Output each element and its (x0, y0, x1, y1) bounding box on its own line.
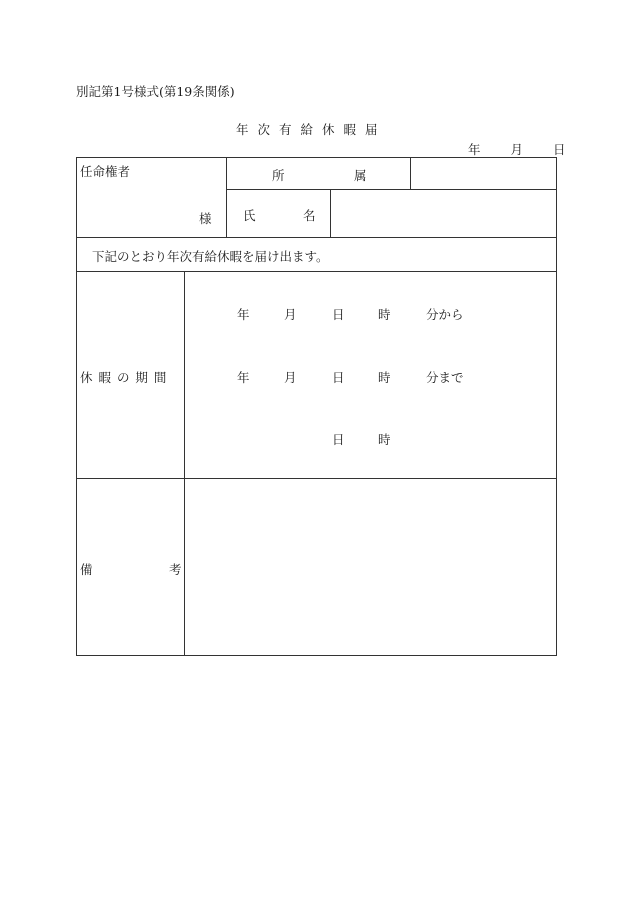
submission-date (468, 140, 565, 158)
name-label-part2: 名 (303, 208, 316, 223)
period-label: 休 暇 の 期 間 (80, 370, 168, 385)
total-hour-label: 時 (378, 432, 391, 447)
to-day-label: 日 (332, 370, 345, 385)
from-hour-label: 時 (378, 307, 391, 322)
table-border-left (76, 157, 77, 656)
recipient-honorific: 様 (199, 211, 212, 226)
divider-statement-top (76, 237, 557, 238)
name-field[interactable] (331, 190, 556, 237)
remarks-label-part2: 考 (169, 562, 182, 577)
table-border-bottom (76, 655, 557, 656)
to-hour-label: 時 (378, 370, 391, 385)
date-day-label: 日 (552, 142, 566, 157)
affiliation-label-part1: 所 (272, 168, 285, 183)
to-year-label: 年 (237, 370, 250, 385)
date-year-label: 年 (468, 142, 481, 157)
date-month-label: 月 (510, 142, 523, 157)
from-month-label: 月 (284, 307, 297, 322)
remarks-field[interactable] (185, 479, 556, 655)
recipient-label: 任命権者 (80, 164, 131, 179)
affiliation-label-part2: 属 (354, 168, 367, 183)
form-reference: 別記第1号様式(第19条関係) (76, 84, 235, 99)
divider-recipient (226, 157, 227, 237)
from-year-label: 年 (237, 307, 250, 322)
total-day-label: 日 (332, 432, 345, 447)
name-label-part1: 氏 (243, 208, 256, 223)
from-day-label: 日 (332, 307, 345, 322)
statement-text: 下記のとおり年次有給休暇を届け出ます。 (92, 249, 329, 264)
affiliation-field[interactable] (411, 158, 556, 189)
period-field[interactable] (185, 272, 556, 478)
to-month-label: 月 (284, 370, 297, 385)
document-title: 年次有給休暇届 (236, 122, 387, 137)
to-suffix-label: 分まで (426, 370, 464, 385)
table-border-right (556, 157, 557, 656)
remarks-label-part1: 備 (80, 562, 93, 577)
from-suffix-label: 分から (426, 307, 464, 322)
